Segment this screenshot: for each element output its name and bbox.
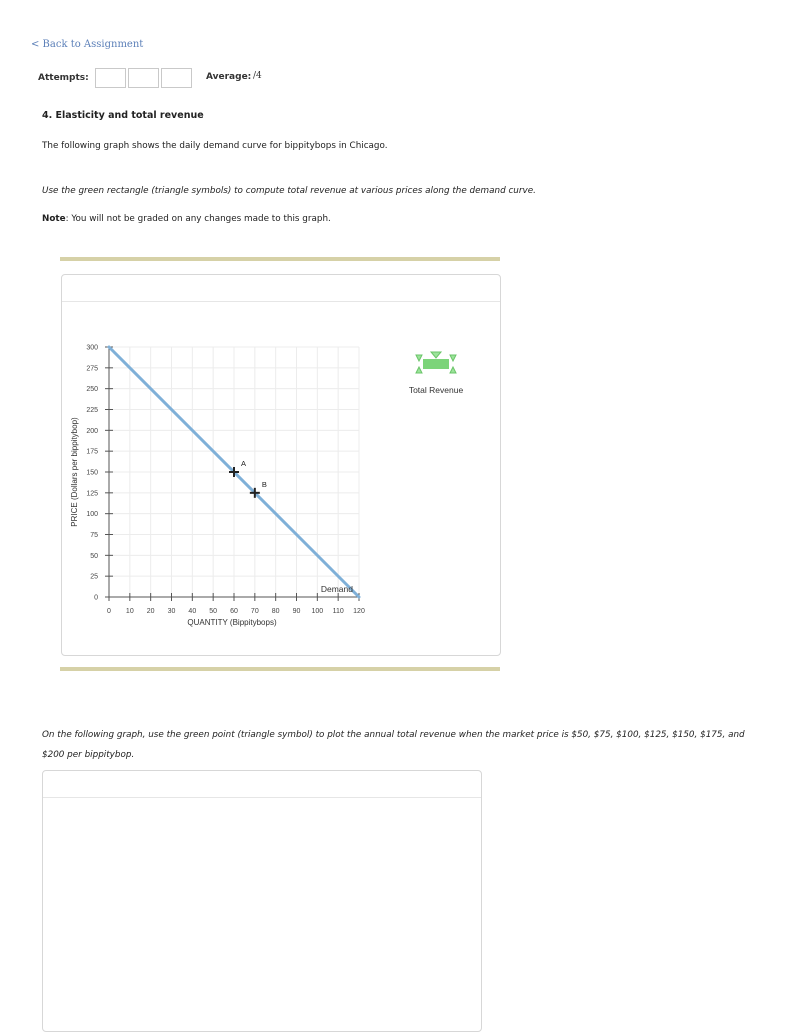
graph2-toolbar [43, 771, 481, 798]
y-tick-label: 50 [90, 552, 98, 560]
x-tick-label: 120 [353, 608, 365, 615]
x-tick-label: 50 [209, 608, 218, 615]
y-axis-label: PRICE (Dollars per bippitybop) [70, 417, 79, 527]
y-tick-label: 225 [86, 407, 98, 414]
attempts-row [38, 67, 194, 89]
y-tick-label: 25 [90, 573, 98, 581]
attempt-box [95, 68, 126, 88]
y-tick-label: 250 [86, 386, 98, 394]
y-tick-label: 150 [86, 469, 98, 477]
question-title: 4. Elasticity and total revenue [42, 110, 204, 121]
x-tick-label: 90 [292, 608, 301, 615]
back-to-assignment-link[interactable]: < Back to Assignment [31, 39, 144, 50]
x-tick-label: 70 [250, 608, 259, 615]
x-tick-label: 30 [167, 608, 176, 615]
bottom-divider [60, 667, 500, 671]
x-tick-label: 110 [332, 608, 344, 615]
x-tick-label: 100 [311, 608, 324, 615]
point-label-b: B [261, 479, 267, 489]
attempt-box [161, 68, 192, 88]
y-tick-label: 175 [86, 448, 98, 456]
y-tick-label: 100 [86, 511, 98, 519]
question-note [42, 214, 331, 224]
total-revenue-tool[interactable] [416, 352, 456, 373]
triangle-icon[interactable] [450, 367, 456, 373]
y-tick-label: 125 [86, 490, 98, 498]
x-tick-label: 20 [146, 608, 155, 615]
y-tick-label: 275 [86, 365, 98, 373]
x-tick-label: 40 [188, 608, 197, 615]
top-divider [60, 257, 500, 261]
point-label-a: A [241, 459, 247, 468]
attempts-label: Attempts: [38, 73, 89, 83]
question-instruction: Use the green rectangle (triangle symbols) to compute total revenue at various prices along the demand curve. [42, 186, 536, 196]
total-revenue-graph-panel[interactable] [42, 770, 482, 1032]
question-intro: The following graph shows the daily demand curve for bippitybops in Chicago. [42, 141, 388, 151]
x-tick-label: 80 [271, 608, 280, 615]
total-revenue-label: Total Revenue [408, 385, 464, 395]
demand-graph[interactable] [62, 275, 500, 655]
note-label: Note [42, 214, 66, 224]
triangle-icon[interactable] [450, 355, 456, 361]
demand-label: Demand [320, 584, 353, 594]
average-label: Average: [206, 72, 252, 82]
x-tick-label: 60 [230, 608, 238, 615]
x-tick-label: 0 [107, 608, 111, 615]
x-tick-label: 10 [125, 608, 134, 615]
average-value: /4 [253, 71, 262, 81]
attempt-box [128, 68, 159, 88]
question2-instruction: On the following graph, use the green point (triangle symbol) to plot the annual total revenue when the market price is $50, $75, $100, $125, $150, $175, and $200 per bippitybop. [42, 730, 745, 760]
x-axis-label: QUANTITY (Bippitybops) [187, 618, 277, 627]
total-revenue-rectangle[interactable] [423, 359, 449, 369]
y-tick-label: 300 [86, 344, 98, 352]
triangle-icon[interactable] [431, 352, 441, 358]
triangle-icon[interactable] [416, 355, 422, 361]
demand-graph-panel[interactable] [61, 274, 501, 656]
demand-points [229, 459, 267, 498]
triangle-icon[interactable] [416, 367, 422, 373]
y-tick-label: 200 [86, 427, 98, 435]
note-text: : You will not be graded on any changes made to this graph. [65, 214, 331, 224]
attempt-boxes [95, 68, 194, 88]
y-tick-label: 0 [94, 594, 98, 602]
x-ticks [107, 593, 365, 615]
y-tick-label: 75 [90, 532, 98, 539]
